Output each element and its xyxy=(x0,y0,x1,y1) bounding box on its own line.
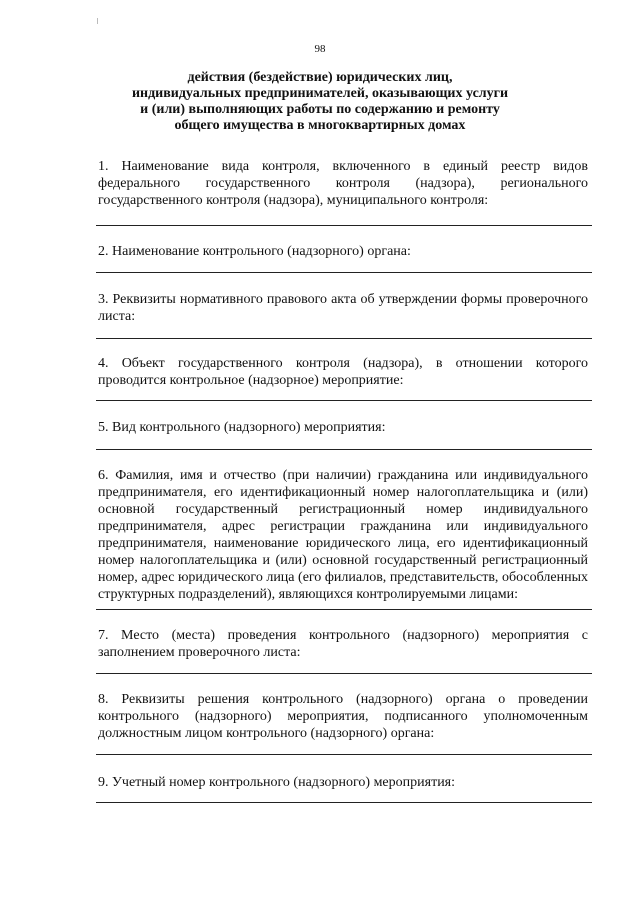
title-line-3: и (или) выполняющих работы по содержанию и ремонту xyxy=(140,102,500,117)
field-4-fill-line[interactable] xyxy=(96,400,592,401)
title-line-1: действия (бездействие) юридических лиц, xyxy=(187,70,453,85)
page-title xyxy=(60,70,580,134)
field-9-fill-line[interactable] xyxy=(96,802,592,803)
field-6-fill-line[interactable] xyxy=(96,609,592,610)
field-1-fill-line[interactable] xyxy=(96,225,592,226)
page-number: 98 xyxy=(314,43,326,55)
field-9-label: 9. Учетный номер контрольного (надзорного) мероприятия: xyxy=(98,775,456,790)
field-2-label: 2. Наименование контрольного (надзорного) органа: xyxy=(98,244,411,259)
field-8-label: 8. Реквизиты решения контрольного (надзорного) органа о проведении контрольного (надзорного) мероприятия, подписанного уполномоченным должностным лицом контрольного (надзорного) органа: xyxy=(98,692,588,741)
scan-artifact xyxy=(97,18,98,24)
field-6-label: 6. Фамилия, имя и отчество (при наличии) гражданина или индивидуального предпринимателя, его идентификационный номер налогоплательщика и (или) основной государственный регистрационный номер индивидуального предпринимателя, адрес регистрации гражданина или индивидуального предпринимателя, наименование юридического лица, его идентификационный номер налогоплательщика и (или) основной государственный регистрационный номер, адрес юридического лица (его филиалов, представительств, обособленных структурных подразделений), являющихся контролируемыми лицами: xyxy=(98,468,588,602)
field-4-label: 4. Объект государственного контроля (надзора), в отношении которого проводится контрольное (надзорное) мероприятие: xyxy=(98,356,588,388)
field-8-fill-line[interactable] xyxy=(96,754,592,755)
title-line-4: общего имущества в многоквартирных домах xyxy=(174,118,466,133)
field-3-label: 3. Реквизиты нормативного правового акта об утверждении формы проверочного листа: xyxy=(98,292,588,324)
title-line-2: индивидуальных предпринимателей, оказывающих услуги xyxy=(131,86,509,101)
field-2-fill-line[interactable] xyxy=(96,272,592,273)
field-3-fill-line[interactable] xyxy=(96,338,592,339)
field-1-label: 1. Наименование вида контроля, включенного в единый реестр видов федерального государственного контроля (надзора), регионального государственного контроля (надзора), муниципального контроля: xyxy=(98,159,588,208)
field-5-fill-line[interactable] xyxy=(96,449,592,450)
field-7-label: 7. Место (места) проведения контрольного (надзорного) мероприятия с заполнением проверочного листа: xyxy=(98,628,588,660)
field-7-fill-line[interactable] xyxy=(96,673,592,674)
field-5-label: 5. Вид контрольного (надзорного) мероприятия: xyxy=(98,420,386,435)
